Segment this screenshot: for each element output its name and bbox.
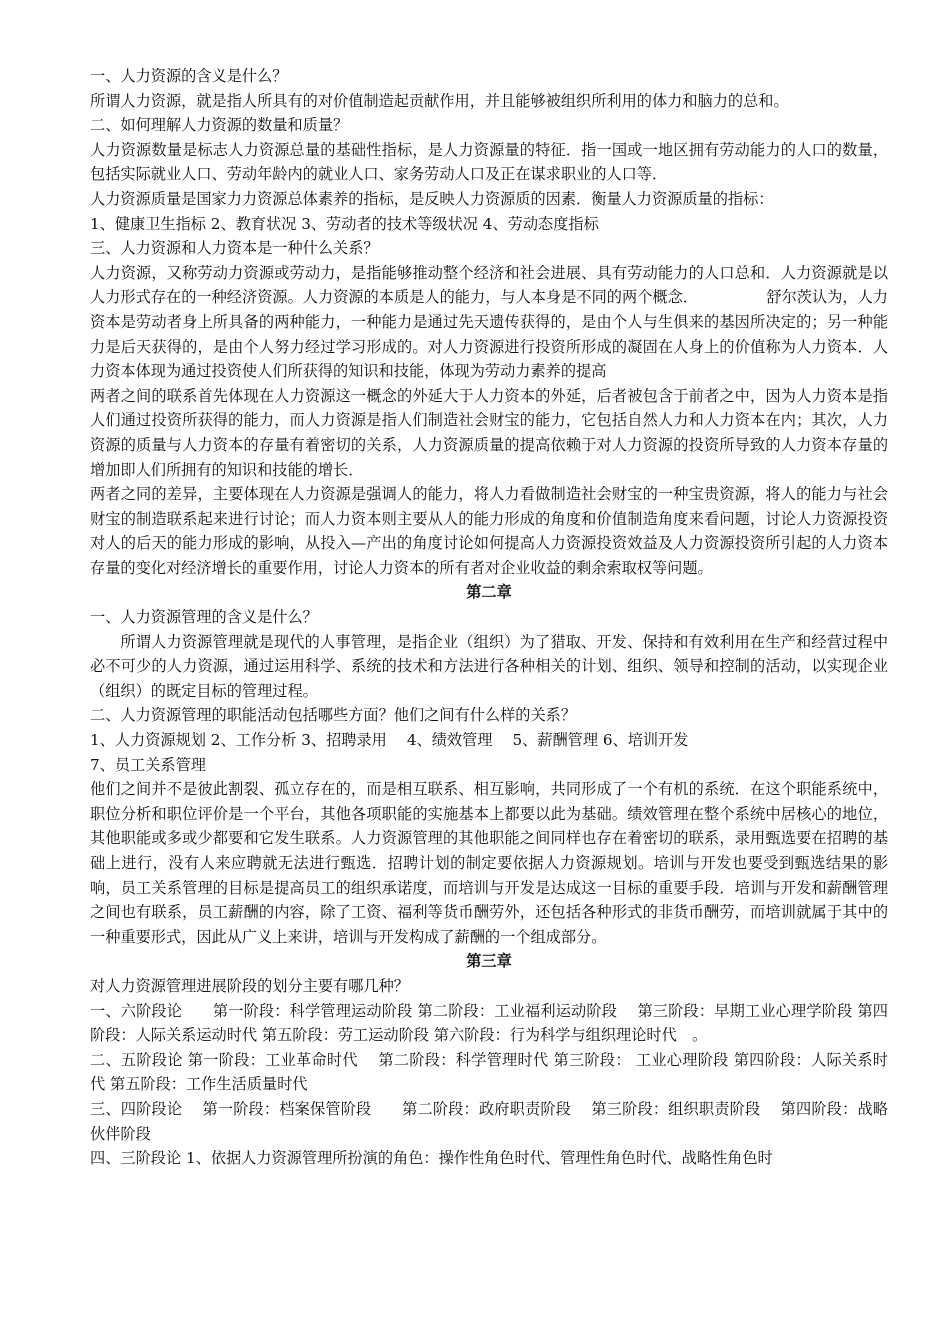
answer-1-2-quality: 人力资源质量是国家力力资源总体素养的指标，是反映人力资源质的因素．衡量人力资源质量的指标： (90, 189, 774, 208)
stage-theory-five: 二、五阶段论 第一阶段：工业革命时代 第二阶段：科学管理时代 第三阶段： 工业心理阶段 第四阶段：人际关系时代 第五阶段：工作生活质量时代 (90, 1050, 888, 1094)
answer-2-1: 所谓人力资源管理就是现代的人事管理，是指企业（组织）为了猎取、开发、保持和有效利用在生产和经营过程中必不可少的人力资源，通过运用科学、系统的技术和方法进行各种相关的计划、组织、领导和控制的活动，以实现企业（组织）的既定目标的管理过程。 (90, 632, 888, 700)
answer-1-3-paragraph-1: 人力资源，又称劳动力资源或劳动力，是指能够推动整个经济和社会进展、具有劳动能力的人口总和．人力资源就是以人力形式存在的一种经济资源。人力资源的本质是人的能力，与人本身是不同的两个概念． 舒尔茨认为，人力资本是劳动者身上所具备的两种能力，一种能力是通过先天遗传获得的，是由个人与生俱来的基因所决定的；另一种能力是后天获得的，是由个人努力经过学习形成的。对人力资源进行投资所形成的凝固在人身上的价值称为人力资本．人力资本体现为通过投资使人们所获得的知识和技能，体现为劳动力素养的提高 (90, 263, 888, 381)
answer-1-2-quantity: 人力资源数量是标志人力资源总量的基础性指标，是人力资源量的特征．指一国或一地区拥有劳动能力的人口的数量，包括实际就业人口、劳动年龄内的就业人口、家务劳动人口及正在谋求职业的人口等． (90, 140, 888, 184)
question-2-2: 二、人力资源管理的职能活动包括哪些方面？他们之间有什么样的关系？ (90, 706, 576, 725)
answer-1-3-paragraph-2: 两者之间的联系首先体现在人力资源这一概念的外延大于人力资本的外延，后者被包含于前者之中，因为人力资本是指人们通过投资所获得的能力，而人力资源是指人们制造社会财宝的能力，它包括自然人力和人力资本在内；其次，人力资源的质量与人力资本的存量有着密切的关系，人力资源质量的提高依赖于对人力资源的投资所导致的人力资本存量的增加即人们所拥有的知识和技能的增长． (90, 386, 888, 479)
question-3-1: 对人力资源管理进展阶段的划分主要有哪几种？ (90, 976, 409, 995)
functions-list-line-2: 7、员工关系管理 (90, 755, 206, 774)
question-1-3: 三、人力资源和人力资本是一种什么关系？ (90, 239, 379, 258)
chapter-3-heading: 第三章 (466, 952, 512, 971)
stage-theory-three: 四、三阶段论 1、依据人力资源管理所扮演的角色：操作性角色时代、管理性角色时代、战略性角色时 (90, 1149, 773, 1168)
question-1-1: 一、人力资源的含义是什么？ (90, 67, 288, 85)
answer-1-1: 所谓人力资源，就是指人所具有的对价值制造起贡献作用，并且能够被组织所利用的体力和脑力的总和。 (90, 91, 789, 110)
answer-2-2: 他们之间并不是彼此割裂、孤立存在的，而是相互联系、相互影响，共同形成了一个有机的系统．在这个职能系统中，职位分析和职位评价是一个平台，其他各项职能的实施基本上都要以此为基础。绩效管理在整个系统中居核心的地位，其他职能或多或少都要和它发生联系。人力资源管理的其他职能之间同样也存在着密切的联系，录用甄选要在招聘的基础上进行，没有人来应聘就无法进行甄选．招聘计划的制定要依据人力资源规划。培训与开发也要受到甄选结果的影响，员工关系管理的目标是提高员工的组织承诺度，而培训与开发是达成这一目标的重要手段．培训与开发和薪酬管理之间也有联系，员工薪酬的内容，除了工资、福利等货币酬劳外，还包括各种形式的非货币酬劳，而培训就属于其中的一种重要形式，因此从广义上来讲，培训与开发构成了薪酬的一个组成部分。 (90, 780, 888, 946)
chapter-2-heading: 第二章 (466, 583, 512, 602)
document-page (90, 64, 888, 1171)
question-2-1: 一、人力资源管理的含义是什么？ (90, 608, 318, 627)
answer-1-3-paragraph-3: 两者之同的差异，主要体现在人力资源是强调人的能力，将人力看做制造社会财宝的一种宝贵资源，将人的能力与社会财宝的制造联系起来进行讨论；而人力资本则主要从人的能力形成的角度和价值制造角度来看问题，讨论人力资源投资对人的后天的能力形成的影响，从投入—产出的角度讨论如何提高人力资源投资效益及人力资源投资所引起的人力资本存量的变化对经济增长的重要作用，讨论人力资本的所有者对企业收益的剩余索取权等问题。 (90, 485, 888, 577)
answer-1-2-indicators: 1、健康卫生指标 2、教育状况 3、劳动者的技术等级状况 4、劳动态度指标 (90, 214, 599, 233)
functions-list-line-1: 1、人力资源规划 2、工作分析 3、招聘录用 4、绩效管理 5、薪酬管理 6、培训开发 (90, 731, 689, 750)
question-1-2: 二、如何理解人力资源的数量和质量？ (90, 116, 349, 135)
stage-theory-six: 一、六阶段论 第一阶段：科学管理运动阶段 第二阶段：工业福利运动阶段 第三阶段：早期工业心理学阶段 第四阶段：人际关系运动时代 第五阶段：劳工运动阶段 第六阶段：行为科学与组织理论时代 。 (90, 1001, 888, 1045)
stage-theory-four: 三、四阶段论 第一阶段：档案保管阶段 第二阶段：政府职责阶段 第三阶段：组织职责阶段 第四阶段：战略伙伴阶段 (90, 1099, 888, 1143)
